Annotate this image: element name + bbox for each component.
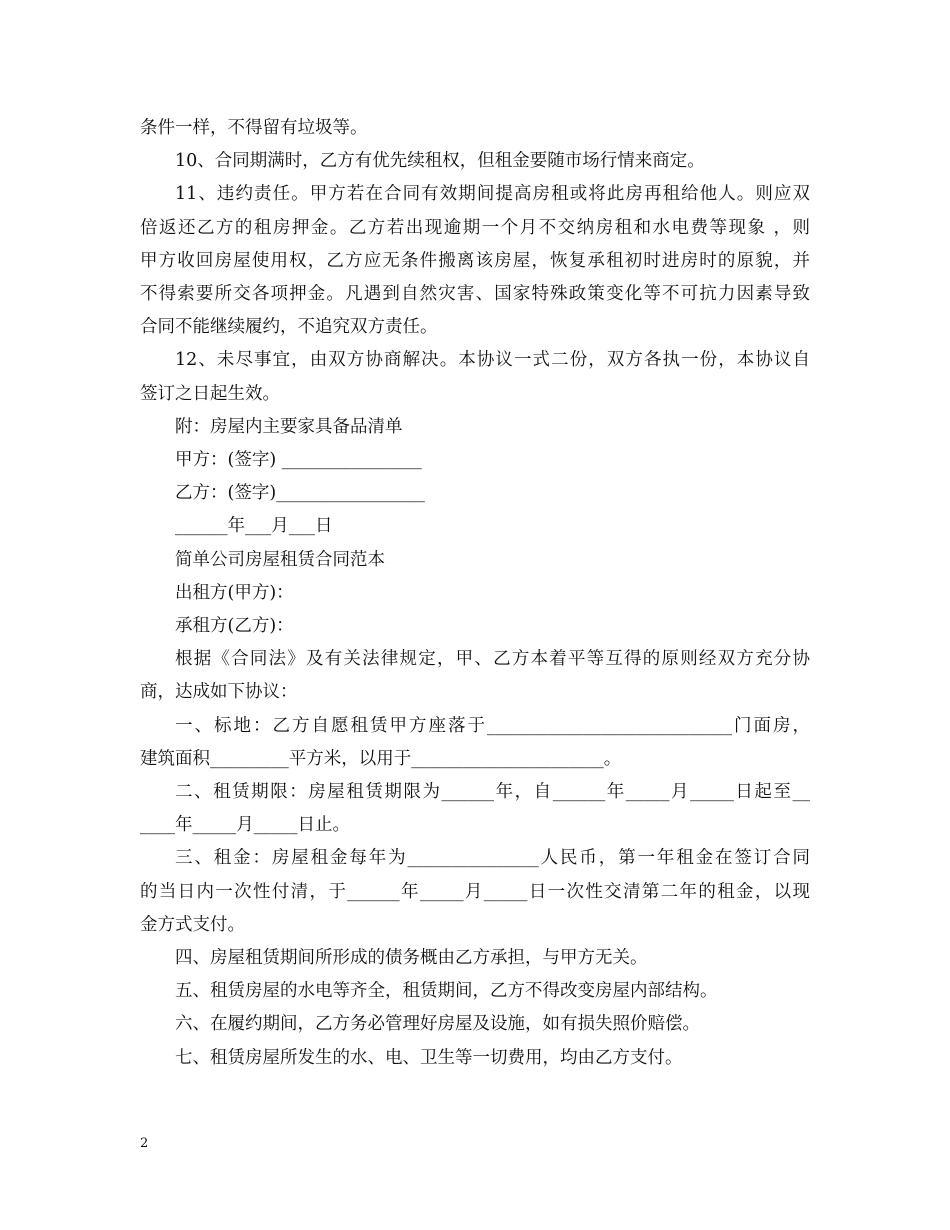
text-line: 五、租赁房屋的水电等齐全，租赁期间，乙方不得改变房屋内部结构。 (175, 981, 718, 1002)
page-number: 2 (140, 1136, 149, 1151)
document-body (140, 112, 810, 1075)
text-line: 不得索要所交各项押金。凡遇到自然灾害、国家特殊政策变化等不可抗力因素导致 (140, 284, 810, 305)
text-line: 四、房屋租赁期间所形成的债务概由乙方承担，与甲方无关。 (175, 948, 648, 969)
text-line: 乙方：(签字)_________________ (175, 483, 425, 504)
text-line: 金方式支付。 (140, 914, 245, 935)
text-line: ______年___月___日 (175, 516, 333, 537)
text-line: 一、标地：乙方自愿租赁甲方座落于____________________________门面房， (175, 715, 810, 736)
text-line: 六、在履约期间，乙方务必管理好房屋及设施，如有损失照价赔偿。 (175, 1014, 700, 1035)
text-line: 建筑面积_________平方米，以用于______________________。 (140, 748, 622, 769)
text-line: 12、未尽事宜，由双方协商解决。本协议一式二份，双方各执一份，本协议自 (175, 350, 810, 371)
text-line: 附：房屋内主要家具备品清单 (175, 416, 403, 437)
text-line: 承租方(乙方)： (175, 616, 294, 637)
text-line: 合同不能继续履约，不追究双方责任。 (140, 317, 438, 338)
text-line: 的当日内一次性付清，于______年_____月_____日一次性交清第二年的租金，以现 (140, 881, 810, 902)
text-line: 甲方：(签字) ________________ (175, 450, 422, 471)
text-line: 签订之日起生效。 (140, 383, 280, 404)
text-line: 七、租赁房屋所发生的水、电、卫生等一切费用，均由乙方支付。 (175, 1047, 683, 1068)
text-line: 甲方收回房屋使用权，乙方应无条件搬离该房屋，恢复承租初时进房时的原貌，并 (140, 250, 810, 271)
text-line: 二、租赁期限：房屋租赁期限为______年，自______年_____月_____日起至__ (175, 782, 810, 803)
text-line: 简单公司房屋租赁合同范本 (175, 549, 385, 570)
text-line: 11、违约责任。甲方若在合同有效期间提高房租或将此房再租给他人。则应双 (175, 184, 810, 205)
text-line: 三、租金：房屋租金每年为_______________人民币，第一年租金在签订合同 (175, 848, 810, 869)
text-line: 10、合同期满时，乙方有优先续租权，但租金要随市场行情来商定。 (175, 151, 705, 172)
text-line: 根据《合同法》及有关法律规定，甲、乙方本着平等互得的原则经双方充分协 (175, 649, 810, 670)
text-line: 条件一样，不得留有垃圾等。 (140, 118, 368, 138)
text-line: 商，达成如下协议： (140, 682, 298, 703)
text-line: 倍返还乙方的租房押金。乙方若出现逾期一个月不交纳房租和水电费等现象 ，则 (140, 217, 810, 238)
text-line: 出租方(甲方)： (175, 582, 294, 603)
text-line: ____年_____月_____日止。 (140, 815, 350, 836)
